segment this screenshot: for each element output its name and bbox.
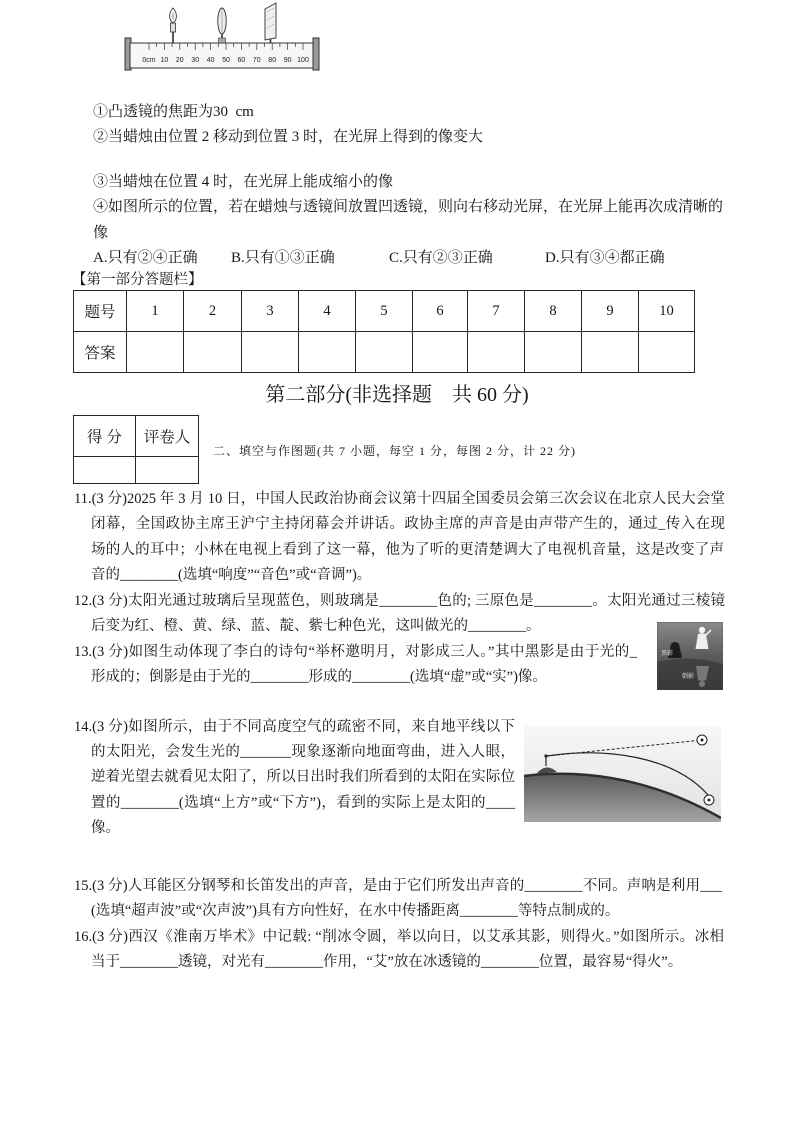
answer-cell (127, 332, 184, 373)
q14-line-3: 逆着光望去就看见太阳了，所以日出时我们所看到的太阳在实际位 (91, 769, 515, 785)
ruler-label: 40 (206, 57, 215, 64)
answer-sheet-table (73, 290, 695, 373)
q11-line-1: 11.(3 分)2025 年 3 月 10 日，中国人民政治协商会议第十四届全国委员会第三次会议在北京人民大会堂 (74, 491, 725, 507)
option-a: A.只有②④正确 (93, 250, 198, 266)
part2-title: 第二部分(非选择题 共 60 分) (265, 384, 529, 406)
score-label: 得 分 (74, 416, 136, 457)
option-b: B.只有①③正确 (231, 250, 335, 266)
number-header: 题号 (74, 291, 127, 332)
score-cell (74, 457, 136, 484)
apparent-sun-icon (697, 735, 707, 745)
real-sun-icon (704, 795, 714, 805)
atmospheric-refraction-figure (524, 726, 721, 822)
statement-1: ①凸透镜的焦距为30 cm (93, 104, 254, 120)
question-number: 5 (356, 291, 413, 332)
q11-line-4: 音的________(选填“响度”“音色”或“音调”)。 (91, 567, 372, 583)
q16-line-2: 当于________透镜，对光有________作用，“艾”放在冰透镜的________位置，最容易“得火”。 (91, 954, 683, 970)
question-number: 6 (413, 291, 468, 332)
q14-line-1: 14.(3 分)如图所示，由于不同高度空气的疏密不同，来自地平线以下 (74, 719, 515, 735)
reflection-label: 倒影 (682, 673, 695, 680)
ruler-label: 90 (283, 57, 292, 64)
q16-line-1: 16.(3 分)西汉《淮南万毕术》中记载: “削冰令圆，举以向日，以艾承其影，则得火。”如图所示。冰相 (74, 929, 724, 945)
ruler-label: 80 (268, 57, 277, 64)
answer-cell (299, 332, 356, 373)
ruler-label: 70 (252, 57, 261, 64)
ruler-label: 30 (191, 57, 200, 64)
ruler-bar (130, 43, 313, 68)
ruler-label: 20 (175, 57, 184, 64)
answer-sheet-title: 【第一部分答题栏】 (72, 272, 203, 288)
q15-line-2: (选填“超声波”或“次声波”)具有方向性好，在水中传播距离________等特点制成的。 (91, 903, 620, 919)
answer-cell (356, 332, 413, 373)
optical-bench-figure (122, 0, 322, 74)
q14-line-5: 像。 (91, 820, 120, 836)
answer-cell (413, 332, 468, 373)
question-number: 2 (184, 291, 242, 332)
candle (170, 8, 177, 43)
score-box (73, 415, 199, 484)
answer-cell (639, 332, 695, 373)
answer-header: 答案 (74, 332, 127, 373)
ruler-label: 60 (237, 57, 246, 64)
section-title: 二、填空与作图题(共 7 小题，每空 1 分，每图 2 分，计 22 分) (213, 444, 576, 458)
question-number: 3 (242, 291, 299, 332)
question-number: 9 (582, 291, 639, 332)
question-number: 8 (525, 291, 582, 332)
moon-shadow-photo (657, 622, 723, 690)
q15-line-1: 15.(3 分)人耳能区分钢琴和长笛发出的声音，是由于它们所发出声音的________不同。声呐是利用___ (74, 878, 722, 894)
statement-2: ②当蜡烛由位置 2 移动到位置 3 时，在光屏上得到的像变大 (93, 129, 484, 145)
ruler-label: 10 (160, 57, 169, 64)
q14-line-2: 的太阳光，会发生光的_______现象逐渐向地面弯曲，进入人眼， (91, 744, 515, 760)
statement-3: ③当蜡烛在位置 4 时，在光屏上能成缩小的像 (93, 174, 394, 190)
statement-4-continued: 像 (93, 225, 109, 241)
grader-cell (136, 457, 199, 484)
bench-stand-right (313, 38, 319, 70)
light-screen (265, 3, 276, 43)
option-d: D.只有③④都正确 (545, 250, 665, 266)
grader-label: 评卷人 (136, 416, 199, 457)
q11-line-2: 闭幕，全国政协主席王沪宁主持闭幕会并讲话。政协主席的声音是由声带产生的，通过_传入在现 (91, 516, 725, 532)
answer-cell (525, 332, 582, 373)
q13-line-2: 形成的；倒影是由于光的________形成的________(选填“虚”或“实”)像。 (91, 669, 547, 685)
q14-line-4: 置的________(选填“上方”或“下方”)，看到的实际上是太阳的____ (91, 795, 515, 811)
answer-cell (242, 332, 299, 373)
ruler-label: 0cm (142, 57, 156, 64)
convex-lens (218, 8, 226, 43)
question-number: 4 (299, 291, 356, 332)
question-number: 1 (127, 291, 184, 332)
answer-cell (582, 332, 639, 373)
ruler-label: 50 (222, 57, 230, 64)
q12-line-2: 后变为红、橙、黄、绿、蓝、靛、紫七种色光，这叫做光的________。 (91, 618, 541, 634)
q12-line-1: 12.(3 分)太阳光通过玻璃后呈现蓝色，则玻璃是________色的; 三原色是________。太阳光通过三棱镜 (74, 593, 725, 609)
number-row (74, 291, 695, 332)
q11-line-3: 场的人的耳中；小林在电视上看到了这一幕，他为了听的更清楚调大了电视机音量，这是改变了声 (91, 542, 724, 558)
question-number: 7 (468, 291, 525, 332)
answer-cell (468, 332, 525, 373)
q13-line-1: 13.(3 分)如图生动体现了李白的诗句“举杯邀明月，对影成三人。”其中黑影是由于光的_ (74, 644, 637, 660)
statement-4: ④如图所示的位置，若在蜡烛与透镜间放置凹透镜，则向右移动光屏，在光屏上能再次成清晰的 (93, 199, 724, 215)
option-c: C.只有②③正确 (389, 250, 493, 266)
shadow-label: 黑影 (661, 650, 674, 657)
answer-row (74, 332, 695, 373)
question-number: 10 (639, 291, 695, 332)
answer-cell (184, 332, 242, 373)
ruler-label: 100 (297, 57, 309, 64)
